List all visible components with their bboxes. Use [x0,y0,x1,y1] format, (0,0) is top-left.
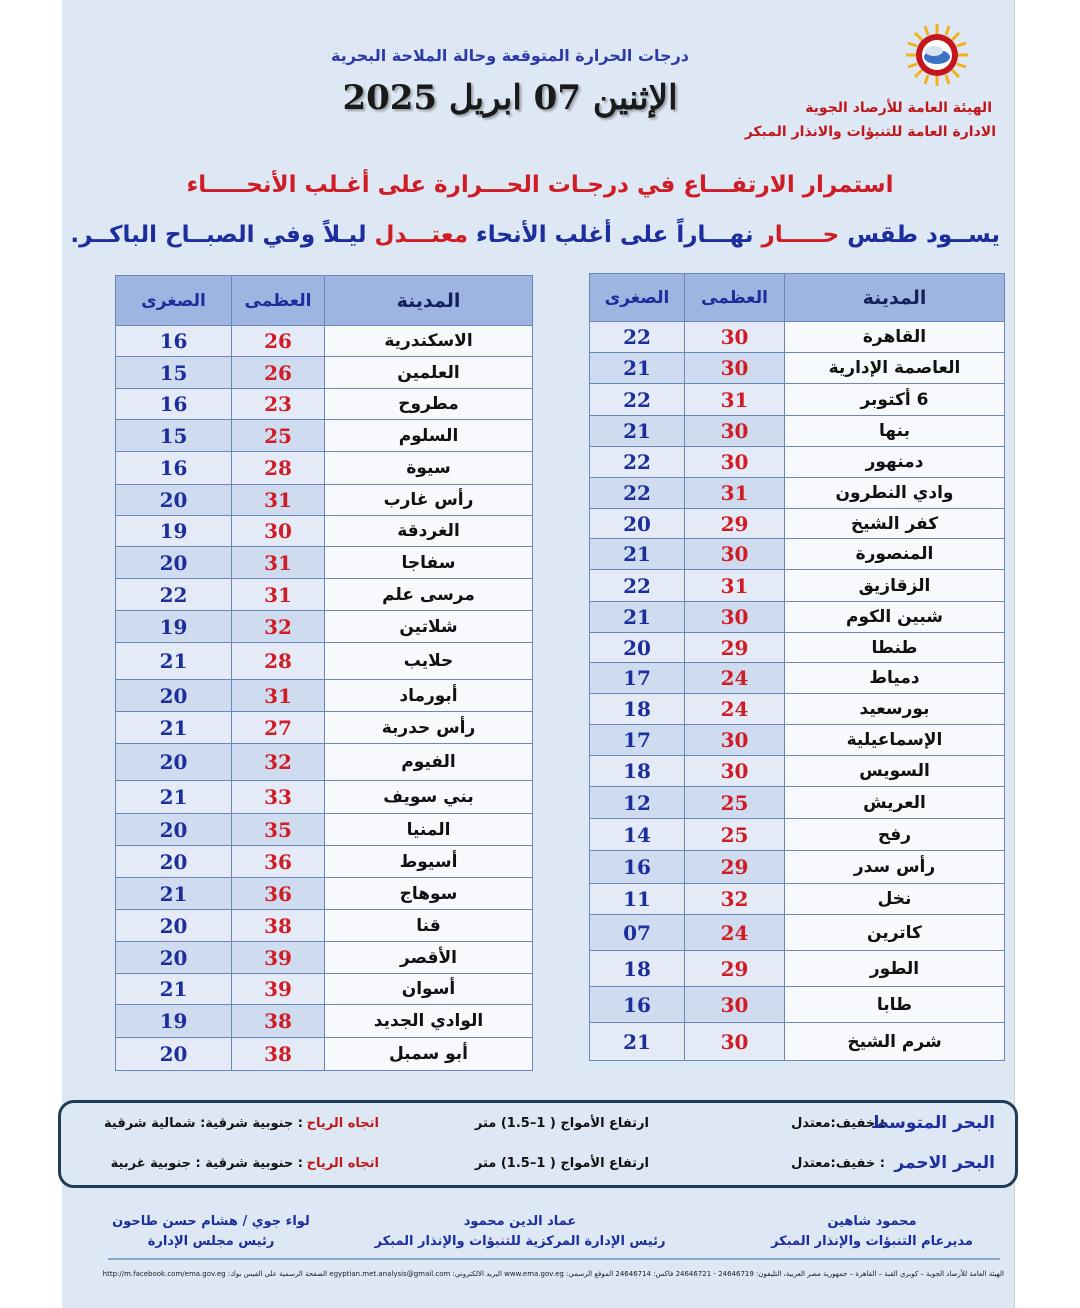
city-name: السويس [785,756,1005,787]
max-temp: 32 [685,884,785,915]
max-temp: 29 [685,951,785,987]
table-row [116,744,533,781]
max-temp: 29 [685,509,785,539]
city-name: نخل [785,884,1005,915]
max-temp: 30 [685,602,785,633]
temperature-table-left [115,275,533,1071]
max-temp: 24 [685,694,785,725]
signature-director-general [752,1212,992,1252]
city-name: أسوان [325,974,533,1005]
min-temp: 20 [116,814,232,846]
min-temp: 22 [116,579,232,611]
table-row [590,478,1005,509]
min-temp: 20 [590,509,685,539]
city-name: رأس سدر [785,851,1005,884]
table-row [116,389,533,420]
min-temp: 18 [590,756,685,787]
max-temp: 30 [685,987,785,1023]
max-temp: 32 [232,744,325,781]
signature-central-director [370,1212,670,1252]
min-temp: 20 [590,633,685,663]
max-temp: 30 [685,1023,785,1061]
header-min: الصغرى [116,276,232,326]
table-row [116,643,533,680]
min-temp: 17 [590,663,685,694]
table-row [116,910,533,942]
table-row [590,447,1005,478]
signatory-name: محمود شاهين [827,1214,917,1229]
city-name: سيوة [325,452,533,485]
max-temp: 25 [685,787,785,819]
wind-label-red-sea: اتجاه الرياح [306,1156,379,1171]
max-temp: 30 [685,353,785,384]
city-name: الفيوم [325,744,533,781]
table-row [116,611,533,643]
min-temp: 18 [590,694,685,725]
min-temp: 21 [590,1023,685,1061]
table-row [590,322,1005,353]
max-temp: 30 [232,516,325,547]
min-temp: 16 [116,389,232,420]
signatory-title: مديرعام التنبؤات والإنذار المبكر [771,1234,973,1249]
max-temp: 36 [232,846,325,878]
city-name: مرسى علم [325,579,533,611]
table-row [590,987,1005,1023]
city-name: قنا [325,910,533,942]
min-temp: 21 [590,416,685,447]
max-temp: 24 [685,915,785,951]
min-temp: 21 [116,712,232,744]
table-row [116,452,533,485]
city-name: العلمين [325,357,533,389]
min-temp: 19 [116,1005,232,1038]
summary-text-1: يســود طقس [839,222,1000,248]
max-temp: 36 [232,878,325,910]
min-temp: 21 [590,353,685,384]
table-row [116,680,533,712]
header-max: العظمى [685,274,785,322]
signatory-name: عماد الدين محمود [463,1214,577,1229]
city-name: حلايب [325,643,533,680]
city-name: طابا [785,987,1005,1023]
min-temp: 16 [116,452,232,485]
city-name: كاترين [785,915,1005,951]
min-temp: 20 [116,744,232,781]
max-temp: 26 [232,326,325,357]
min-temp: 14 [590,819,685,851]
min-temp: 22 [590,447,685,478]
table-row [590,602,1005,633]
city-name: الوادي الجديد [325,1005,533,1038]
table-row [116,516,533,547]
table-header-row [116,276,533,326]
org-name: الهيئة العامة للأرصاد الجوية [805,100,992,116]
max-temp: 31 [232,579,325,611]
table-row [116,974,533,1005]
city-name: وادي النطرون [785,478,1005,509]
table-row [116,420,533,452]
city-name: الأقصر [325,942,533,974]
min-temp: 17 [590,725,685,756]
city-name: بورسعيد [785,694,1005,725]
table-row [590,633,1005,663]
max-temp: 23 [232,389,325,420]
header-city: المدينة [325,276,533,326]
table-row [116,814,533,846]
table-row [590,539,1005,570]
min-temp: 07 [590,915,685,951]
min-temp: 20 [116,846,232,878]
city-name: العاصمة الإدارية [785,353,1005,384]
min-temp: 12 [590,787,685,819]
marine-conditions-box [58,1100,1018,1188]
max-temp: 26 [232,357,325,389]
table-row [116,942,533,974]
wave-height-red-sea: ارتفاع الأمواج ( 1–1.5) متر [474,1156,649,1171]
city-name: بني سويف [325,781,533,814]
city-name: دمنهور [785,447,1005,478]
max-temp: 24 [685,663,785,694]
city-name: الطور [785,951,1005,987]
table-row [116,1005,533,1038]
table-row [116,326,533,357]
city-name: سفاجا [325,547,533,579]
max-temp: 35 [232,814,325,846]
table-row [590,570,1005,602]
header-max: العظمى [232,276,325,326]
min-temp: 11 [590,884,685,915]
wind-value-mediterranean: : جنوبية شرقية: شمالية شرقية [104,1116,303,1131]
city-name: السلوم [325,420,533,452]
temperature-table-right [589,273,1005,1061]
city-name: بنها [785,416,1005,447]
city-name: أسيوط [325,846,533,878]
header-city: المدينة [785,274,1005,322]
contact-footer: الهيئة العامة للأرصاد الجوية – كوبري القبة – القاهرة – جمهورية مصر العربية، التليفون: 24646719 - 24646721 فاكس: 24646714 الموقع الرسمي: www.ema.gov.eg البريد الالكتروني: egyptian.met.analysis@gmail.com الصفحة الرسمية على الفيس بوك: http://m.facebook.com/ema.gov.eg [102,1270,1004,1278]
table-row [590,694,1005,725]
min-temp: 20 [116,680,232,712]
wave-height-mediterranean: ارتفاع الأمواج ( 1–1.5) متر [474,1116,649,1131]
table-row [116,357,533,389]
max-temp: 25 [685,819,785,851]
table-row [590,725,1005,756]
sea-state-red-sea: : خفيف:معتدل [791,1156,885,1171]
table-row [116,878,533,910]
sea-state-mediterranean: : خفيف:معتدل [791,1116,885,1131]
org-department: الادارة العامة للتنبؤات والانذار المبكر [744,124,996,140]
table-row [590,915,1005,951]
city-name: الزقازيق [785,570,1005,602]
min-temp: 20 [116,1038,232,1071]
max-temp: 30 [685,725,785,756]
max-temp: 32 [232,611,325,643]
table-row [590,384,1005,416]
city-name: سوهاج [325,878,533,910]
marine-row-red-sea [61,1153,1015,1179]
marine-row-mediterranean [61,1113,1015,1139]
table-row [590,663,1005,694]
max-temp: 27 [232,712,325,744]
min-temp: 21 [116,781,232,814]
max-temp: 30 [685,322,785,353]
min-temp: 20 [116,485,232,516]
table-row [590,884,1005,915]
min-temp: 19 [116,516,232,547]
table-row [590,756,1005,787]
min-temp: 22 [590,384,685,416]
city-name: العريش [785,787,1005,819]
city-name: القاهرة [785,322,1005,353]
max-temp: 29 [685,633,785,663]
max-temp: 31 [685,478,785,509]
city-name: الإسماعيلية [785,725,1005,756]
min-temp: 20 [116,547,232,579]
table-row [590,353,1005,384]
city-name: شبين الكوم [785,602,1005,633]
max-temp: 28 [232,643,325,680]
max-temp: 38 [232,1038,325,1071]
max-temp: 30 [685,416,785,447]
signature-chairman [96,1212,326,1252]
min-temp: 21 [590,602,685,633]
city-name: رأس غارب [325,485,533,516]
min-temp: 19 [116,611,232,643]
min-temp: 21 [116,974,232,1005]
city-name: المنيا [325,814,533,846]
city-name: أبو سمبل [325,1038,533,1071]
city-name: شلاتين [325,611,533,643]
city-name: الغردقة [325,516,533,547]
header-min: الصغرى [590,274,685,322]
city-name: المنصورة [785,539,1005,570]
bulletin-date: الإثنين 07 ابريل 2025 [342,78,678,118]
max-temp: 31 [232,485,325,516]
max-temp: 31 [232,680,325,712]
max-temp: 38 [232,1005,325,1038]
min-temp: 15 [116,357,232,389]
sea-name-red-sea: البحر الاحمر [894,1153,995,1173]
table-row [590,951,1005,987]
max-temp: 30 [685,756,785,787]
table-row [590,509,1005,539]
min-temp: 16 [590,987,685,1023]
min-temp: 20 [116,942,232,974]
forecast-headline: استمرار الارتفـــاع في درجـات الحـــرارة على أغـلب الأنحـــــاء [186,172,894,198]
min-temp: 16 [116,326,232,357]
min-temp: 21 [590,539,685,570]
max-temp: 30 [685,539,785,570]
table-row [590,851,1005,884]
wind-value-red-sea: : حنوبية شرقية : جنوبية غربية [110,1156,303,1171]
signatory-name: لواء جوي / هشام حسن طاحون [112,1214,310,1229]
min-temp: 22 [590,478,685,509]
city-name: دمياط [785,663,1005,694]
max-temp: 33 [232,781,325,814]
footer-divider [108,1258,1000,1260]
table-row [116,846,533,878]
city-name: أبورماد [325,680,533,712]
table-row [116,485,533,516]
summary-text-2: نهـــاراً على أغلب الأنحاء [467,222,762,248]
table-row [590,819,1005,851]
summary-mild: معتـــدل [374,222,468,248]
city-name: رأس حدربة [325,712,533,744]
summary-hot: حـــــار [761,222,840,248]
bulletin-title: درجات الحرارة المتوقعة وحالة الملاحة البحرية [330,46,689,65]
max-temp: 28 [232,452,325,485]
forecast-summary [70,222,1000,248]
table-header-row [590,274,1005,322]
max-temp: 29 [685,851,785,884]
table-row [590,416,1005,447]
signatory-title: رئيس مجلس الإدارة [147,1234,275,1249]
table-row [590,787,1005,819]
table-row [116,579,533,611]
min-temp: 16 [590,851,685,884]
min-temp: 20 [116,910,232,942]
table-row [116,1038,533,1071]
max-temp: 31 [685,384,785,416]
signatory-title: رئيس الإدارة المركزية للتنبؤات والإنذار المبكر [374,1234,666,1249]
city-name: رفح [785,819,1005,851]
city-name: مطروح [325,389,533,420]
min-temp: 18 [590,951,685,987]
sea-name-mediterranean: البحر المتوسط [870,1113,995,1133]
city-name: شرم الشيخ [785,1023,1005,1061]
min-temp: 22 [590,322,685,353]
max-temp: 30 [685,447,785,478]
summary-text-3: ليـلاً وفي الصبــاح الباكــر. [70,222,375,248]
max-temp: 39 [232,942,325,974]
city-name: طنطا [785,633,1005,663]
table-row [116,547,533,579]
table-row [590,1023,1005,1061]
wind-label-mediterranean: اتجاه الرياح [306,1116,379,1131]
min-temp: 22 [590,570,685,602]
max-temp: 25 [232,420,325,452]
city-name: 6 أكتوبر [785,384,1005,416]
min-temp: 15 [116,420,232,452]
city-name: الاسكندرية [325,326,533,357]
max-temp: 38 [232,910,325,942]
max-temp: 31 [685,570,785,602]
table-row [116,781,533,814]
min-temp: 21 [116,643,232,680]
max-temp: 39 [232,974,325,1005]
table-row [116,712,533,744]
min-temp: 21 [116,878,232,910]
max-temp: 31 [232,547,325,579]
city-name: كفر الشيخ [785,509,1005,539]
ema-logo [904,22,970,88]
